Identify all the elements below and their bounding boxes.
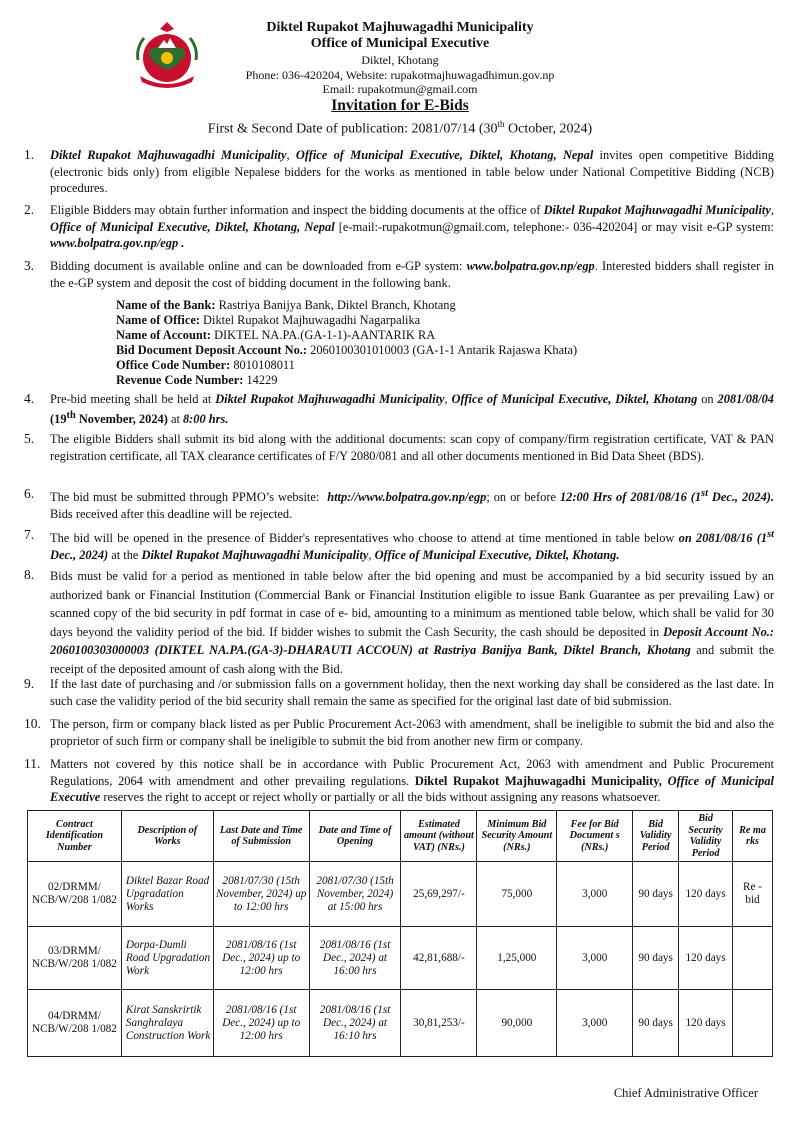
organization-name: Diktel Rupakot Majhuwagadhi Municipality — [266, 20, 534, 35]
table-cell — [733, 927, 773, 990]
column-header: Minimum Bid Security Amount (NRs.) — [477, 811, 557, 862]
table-cell: 120 days — [679, 990, 733, 1057]
table-cell: Dorpa-Dumli Road Upgradation Work — [121, 927, 213, 990]
bank-detail-value: 2060100301010003 (GA-1-1 Antarik Rajaswa Khata) — [307, 343, 578, 357]
item-number: 6. — [24, 486, 35, 501]
bank-detail-label: Name of Account: — [116, 328, 211, 342]
bank-detail-value: DIKTEL NA.PA.(GA-1-1)-AANTARIK RA — [210, 328, 436, 342]
bank-detail-line — [116, 343, 577, 358]
table-cell: 120 days — [679, 927, 733, 990]
table-cell: 02/DRMM/ NCB/W/208 1/082 — [28, 862, 122, 927]
item-text: The person, firm or company black listed as per Public Procurement Act-2063 with amendment, shall be ineligible to submit the bid and also the proprietor of such firm or company shall be ineligible to submit the bid from another new firm or company. — [50, 717, 774, 748]
bank-detail-label: Name of Office: — [116, 313, 200, 327]
table-header-row — [28, 811, 773, 862]
table-cell: 2081/08/16 (1st Dec., 2024) at 16:10 hrs — [309, 990, 401, 1057]
bank-detail-value: Rastriya Banijya Bank, Diktel Branch, Khotang — [215, 298, 456, 312]
item-number: 7. — [24, 527, 35, 542]
item-text: Bids must be valid for a period as mentioned in table below after the bid opening and must be accompanied by a bid security issued by an authorized bank or Financial Institution (Commercial Bank or Financial Institution eligible to issue Bank Guarantee as per prevailing Law) or scanned copy of the bid security in pdf format in case of e- bid, amounting to a minimum as mentioned table below, which shall be valid for 30 days beyond the validity period of the bid. If bidder wishes to submit the Cash Security, the cash should be deposited in Deposit Account No.: 2060100303000003 (DIKTEL NA.PA.(GA-3)-DHARAUTI ACCOUN) at Rastriya Banijya Bank, Diktel Branch, Khotang and submit the receipt of the deposited amount of cash along with the Bid. — [50, 569, 774, 676]
address: Diktel, Khotang — [361, 53, 439, 67]
item-number: 5. — [24, 431, 35, 446]
table-cell: 90 days — [633, 927, 679, 990]
bank-detail-value: Diktel Rupakot Majhuwagadhi Nagarpalika — [199, 313, 421, 327]
table-cell: 03/DRMM/ NCB/W/208 1/082 — [28, 927, 122, 990]
table-cell: 90 days — [633, 862, 679, 927]
table-row — [28, 862, 773, 927]
column-header: Bid Validity Period — [633, 811, 679, 862]
column-header: Estimated amount (without VAT) (NRs.) — [401, 811, 477, 862]
item-text: If the last date of purchasing and /or submission falls on a government holiday, then the next working day shall be considered as the last date. In such case the validity period of the bid security shall remain the same as specified for the original last date of bid submission. — [50, 677, 774, 708]
table-cell: 04/DRMM/ NCB/W/208 1/082 — [28, 990, 122, 1057]
item-text: Diktel Rupakot Majhuwagadhi Municipality, Office of Municipal Executive, Diktel, Khotang, Nepal invites open competitive Bidding (electronic bids only) from eligible Nepalese bidders for the works as mentioned in table below under National Competitive Bidding (NCB) procedures. — [50, 148, 774, 195]
item-text: Bidding document is available online and can be downloaded from e-GP system: www.bolpatra.gov.np/egp. Interested bidders shall register in the e-GP system and deposit the cost of bidding document in the following bank. — [50, 259, 774, 290]
table-cell: 2081/08/16 (1st Dec., 2024) at 16:00 hrs — [309, 927, 401, 990]
table-cell: 30,81,253/- — [401, 990, 477, 1057]
bank-detail-line — [116, 373, 577, 388]
item-number: 3. — [24, 258, 35, 273]
item-number: 10. — [24, 716, 41, 731]
item-number: 9. — [24, 676, 35, 691]
item-number: 2. — [24, 202, 35, 217]
table-row — [28, 927, 773, 990]
column-header: Last Date and Time of Submission — [213, 811, 309, 862]
table-cell: 2081/07/30 (15th November, 2024) at 15:00 hrs — [309, 862, 401, 927]
item-number: 1. — [24, 147, 35, 162]
column-header: Fee for Bid Document s (NRs.) — [557, 811, 633, 862]
signature-title: Chief Administrative Officer — [613, 1086, 758, 1100]
column-header: Description of Works — [121, 811, 213, 862]
table-cell: 3,000 — [557, 862, 633, 927]
table-cell: 90 days — [633, 990, 679, 1057]
phone-website: Phone: 036-420204, Website: rupakotmajhuwagadhimun.gov.np — [245, 68, 555, 82]
table-cell: Re - bid — [733, 862, 773, 927]
table-cell: Diktel Bazar Road Upgradation Works — [121, 862, 213, 927]
table-cell: 90,000 — [477, 990, 557, 1057]
bank-detail-line — [116, 328, 577, 343]
bank-detail-label: Bid Document Deposit Account No.: — [116, 343, 308, 357]
table-cell: 120 days — [679, 862, 733, 927]
item-text: Matters not covered by this notice shall be in accordance with Public Procurement Act, 2063 with amendment and Public Procurement Regulations, 2064 with amendment and other prevailing regulations. Diktel Rupakot Majhuwagadhi Municipality, Office of Municipal Executive reserves the right to accept or reject wholly or partially or all the bids without assigning any reasons whatsoever. — [50, 757, 774, 804]
column-header: Contract Identification Number — [28, 811, 122, 862]
column-header: Bid Security Validity Period — [679, 811, 733, 862]
item-number: 8. — [24, 567, 35, 582]
office-name: Office of Municipal Executive — [310, 36, 490, 51]
table-cell: 25,69,297/- — [401, 862, 477, 927]
item-text: The bid must be submitted through PPMO’s website: http://www.bolpatra.gov.np/egp; on or before 12:00 Hrs of 2081/08/16 (1st Dec., 2024). Bids received after this deadline will be rejected. — [50, 488, 774, 521]
bids-table — [27, 810, 773, 1057]
table-cell: 2081/07/30 (15th November, 2024) up to 12:00 hrs — [213, 862, 309, 927]
bank-detail-label: Revenue Code Number: — [116, 373, 244, 387]
table-row — [28, 990, 773, 1057]
bank-detail-label: Name of the Bank: — [116, 298, 216, 312]
table-cell: 3,000 — [557, 927, 633, 990]
bank-detail-line — [116, 313, 577, 328]
item-number: 11. — [24, 756, 41, 771]
table-cell: 75,000 — [477, 862, 557, 927]
column-header: Date and Time of Opening — [309, 811, 401, 862]
bank-detail-value: 8010108011 — [230, 358, 295, 372]
table-cell: 2081/08/16 (1st Dec., 2024) up to 12:00 hrs — [213, 927, 309, 990]
table-cell: Kirat Sanskrirtik Sanghralaya Construction Work — [121, 990, 213, 1057]
item-text: Eligible Bidders may obtain further information and inspect the bidding documents at the office of Diktel Rupakot Majhuwagadhi Municipality, Office of Municipal Executive, Diktel, Khotang, Nepal [e-mail:-rupakotmun@gmail.com, telephone:- 036-420204] or may visit e-GP system: www.bolpatra.gov.np/egp . — [50, 203, 774, 250]
item-text: The bid will be opened in the presence of Bidder's representatives who choose to attend at time mentioned in table below on 2081/08/16 (1st Dec., 2024) at the Diktel Rupakot Majhuwagadhi Municipality, Office of Municipal Executive, Diktel, Khotang. — [50, 529, 774, 562]
item-number: 4. — [24, 391, 35, 406]
item-text: Pre-bid meeting shall be held at Diktel Rupakot Majhuwagadhi Municipality, Office of Municipal Executive, Diktel, Khotang on 2081/08/04 (19th November, 2024) at 8:00 hrs. — [50, 392, 774, 426]
notice-title: Invitation for E-Bids — [331, 97, 469, 114]
bank-details — [116, 298, 577, 388]
email: Email: rupakotmun@gmail.com — [322, 82, 478, 96]
table-cell: 1,25,000 — [477, 927, 557, 990]
table-cell: 3,000 — [557, 990, 633, 1057]
bank-detail-line — [116, 298, 577, 313]
bank-detail-line — [116, 358, 577, 373]
bank-detail-label: Office Code Number: — [116, 358, 231, 372]
table-cell: 2081/08/16 (1st Dec., 2024) up to 12:00 hrs — [213, 990, 309, 1057]
table-cell — [733, 990, 773, 1057]
table-cell: 42,81,688/- — [401, 927, 477, 990]
column-header: Re ma rks — [733, 811, 773, 862]
publication-date: First & Second Date of publication: 2081/07/14 (30th October, 2024) — [207, 119, 593, 137]
bank-detail-value: 14229 — [243, 373, 278, 387]
item-text: The eligible Bidders shall submit its bid along with the additional documents: scan copy of company/firm registration certificate, VAT & PAN registration certificate, all TAX clearance certificates of F/Y 2080/081 and all other documents mentioned in Bid Data Sheet (BDS). — [50, 432, 774, 463]
